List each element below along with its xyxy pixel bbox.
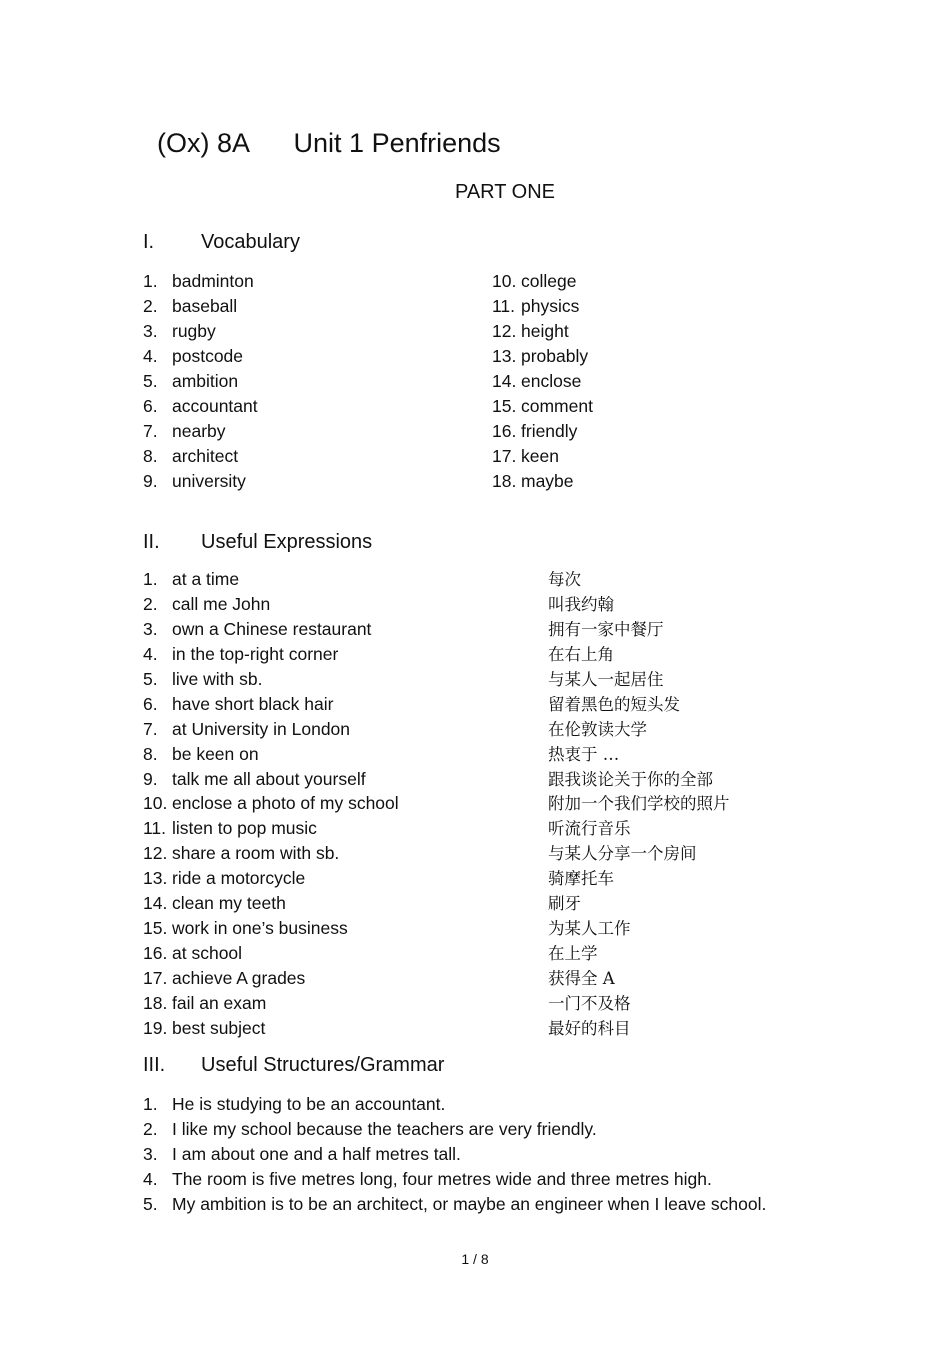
item-number: 4. bbox=[143, 643, 158, 664]
item-text: live with sb. bbox=[172, 668, 263, 689]
item-text: at school bbox=[172, 943, 243, 964]
item-text: comment bbox=[521, 395, 593, 416]
list-item bbox=[548, 966, 730, 991]
item-text: 每次 bbox=[548, 570, 581, 589]
section-title: Vocabulary bbox=[201, 231, 300, 253]
item-number: 10. bbox=[143, 793, 168, 814]
list-item bbox=[548, 717, 730, 742]
item-text: clean my teeth bbox=[172, 893, 286, 914]
list-item bbox=[143, 444, 258, 469]
list-item bbox=[143, 617, 399, 642]
item-number: 7. bbox=[143, 718, 158, 739]
list-item bbox=[143, 692, 399, 717]
item-text: physics bbox=[521, 295, 580, 316]
list-item bbox=[548, 841, 730, 866]
item-number: 13. bbox=[143, 868, 168, 889]
item-text: maybe bbox=[521, 470, 574, 491]
list-item bbox=[143, 1117, 766, 1142]
item-text: ride a motorcycle bbox=[172, 868, 306, 889]
item-number: 18. bbox=[143, 992, 168, 1013]
item-text: 最好的科目 bbox=[548, 1018, 631, 1038]
item-text: The room is five metres long, four metres wide and three metres high. bbox=[172, 1168, 712, 1189]
list-item bbox=[492, 294, 593, 319]
item-text: 在右上角 bbox=[548, 644, 614, 664]
part-heading: PART ONE bbox=[454, 181, 556, 203]
item-text: call me John bbox=[172, 593, 271, 614]
list-item bbox=[143, 269, 258, 294]
list-item bbox=[143, 841, 399, 866]
item-number: 17. bbox=[492, 445, 517, 466]
list-item bbox=[143, 966, 399, 991]
list-item bbox=[143, 667, 399, 692]
list-item bbox=[492, 369, 593, 394]
item-text: My ambition is to be an architect, or maybe an engineer when I leave school. bbox=[172, 1193, 767, 1214]
item-text: nearby bbox=[172, 420, 226, 441]
item-number: 2. bbox=[143, 295, 158, 316]
section-number: III. bbox=[143, 1054, 166, 1076]
item-text: share a room with sb. bbox=[172, 843, 340, 864]
item-number: 3. bbox=[143, 320, 158, 341]
item-text: talk me all about yourself bbox=[172, 768, 366, 789]
list-item bbox=[143, 1016, 399, 1041]
list-item bbox=[548, 891, 730, 916]
list-item bbox=[143, 567, 399, 592]
item-text: probably bbox=[521, 345, 589, 366]
item-text: I like my school because the teachers are very friendly. bbox=[172, 1118, 597, 1139]
item-text: friendly bbox=[521, 420, 578, 441]
item-text: baseball bbox=[172, 295, 238, 316]
list-item bbox=[548, 692, 730, 717]
item-number: 17. bbox=[143, 968, 168, 988]
list-item bbox=[548, 617, 730, 642]
list-item bbox=[143, 816, 399, 841]
list-item bbox=[143, 742, 399, 767]
vocabulary-heading bbox=[143, 231, 300, 254]
item-text: enclose a photo of my school bbox=[172, 793, 399, 814]
section-title: Useful Structures/Grammar bbox=[201, 1054, 445, 1076]
list-item bbox=[143, 369, 258, 394]
list-item bbox=[548, 742, 730, 767]
item-number: 5. bbox=[143, 1193, 158, 1214]
item-text: enclose bbox=[521, 370, 582, 391]
item-number: 5. bbox=[143, 370, 158, 391]
item-number: 4. bbox=[143, 345, 158, 366]
list-item bbox=[492, 319, 593, 344]
list-item bbox=[143, 642, 399, 667]
item-text: 留着黑色的短头发 bbox=[548, 694, 680, 714]
item-number: 16. bbox=[143, 943, 168, 964]
grammar-list bbox=[143, 1092, 766, 1217]
list-item bbox=[143, 592, 399, 617]
item-text: 获得全 A bbox=[548, 969, 615, 988]
list-item bbox=[143, 1192, 766, 1217]
item-number: 12. bbox=[143, 843, 168, 864]
item-text: in the top-right corner bbox=[172, 643, 339, 664]
list-item bbox=[548, 1016, 730, 1041]
item-number: 18. bbox=[492, 470, 517, 491]
item-text: own a Chinese restaurant bbox=[172, 618, 372, 639]
list-item bbox=[492, 344, 593, 369]
item-text: university bbox=[172, 470, 246, 491]
item-text: 拥有一家中餐厅 bbox=[548, 619, 664, 639]
item-text: accountant bbox=[172, 395, 258, 416]
item-number: 16. bbox=[492, 420, 517, 441]
item-number: 5. bbox=[143, 668, 158, 689]
item-text: at a time bbox=[172, 569, 240, 589]
page-title: (Ox) 8A Unit 1 Penfriends bbox=[157, 128, 501, 158]
item-text: 骑摩托车 bbox=[548, 869, 614, 889]
expressions-list-english bbox=[143, 567, 399, 1041]
list-item bbox=[143, 294, 258, 319]
item-number: 2. bbox=[143, 1118, 158, 1139]
list-item bbox=[143, 717, 399, 742]
item-text: He is studying to be an accountant. bbox=[172, 1094, 446, 1114]
list-item bbox=[548, 866, 730, 891]
item-number: 7. bbox=[143, 420, 158, 441]
list-item bbox=[143, 916, 399, 941]
item-number: 3. bbox=[143, 1143, 158, 1164]
item-text: rugby bbox=[172, 320, 216, 341]
list-item bbox=[548, 667, 730, 692]
list-item bbox=[492, 419, 593, 444]
list-item bbox=[492, 469, 593, 494]
item-text: height bbox=[521, 320, 569, 341]
item-text: listen to pop music bbox=[172, 818, 317, 839]
item-number: 6. bbox=[143, 693, 158, 714]
item-text: 在上学 bbox=[548, 944, 598, 964]
item-text: college bbox=[521, 271, 577, 291]
list-item bbox=[143, 941, 399, 966]
item-text: architect bbox=[172, 445, 239, 466]
item-number: 9. bbox=[143, 470, 158, 491]
item-number: 4. bbox=[143, 1168, 158, 1189]
section-title: Useful Expressions bbox=[201, 531, 373, 553]
item-number: 8. bbox=[143, 743, 158, 764]
section-number: II. bbox=[143, 531, 160, 553]
list-item bbox=[548, 941, 730, 966]
item-number: 2. bbox=[143, 593, 158, 614]
item-text: ambition bbox=[172, 370, 239, 391]
list-item bbox=[143, 319, 258, 344]
list-item bbox=[143, 394, 258, 419]
list-item bbox=[548, 816, 730, 841]
expressions-list-chinese bbox=[548, 567, 730, 1041]
expressions-heading bbox=[143, 531, 372, 554]
item-number: 13. bbox=[492, 345, 517, 366]
item-number: 1. bbox=[143, 271, 158, 291]
item-text: 为某人工作 bbox=[548, 919, 631, 939]
item-text: achieve A grades bbox=[172, 968, 306, 988]
list-item bbox=[143, 991, 399, 1016]
item-text: 刷牙 bbox=[548, 894, 581, 914]
list-item bbox=[492, 444, 593, 469]
item-text: 附加一个我们学校的照片 bbox=[548, 794, 730, 814]
list-item bbox=[143, 891, 399, 916]
item-text: 与某人分享一个房间 bbox=[548, 844, 697, 864]
item-text: 热衷于 … bbox=[548, 744, 620, 764]
item-number: 19. bbox=[143, 1017, 168, 1038]
item-number: 15. bbox=[143, 918, 168, 939]
item-number: 15. bbox=[492, 395, 517, 416]
list-item bbox=[548, 791, 730, 816]
item-text: be keen on bbox=[172, 743, 259, 764]
item-number: 1. bbox=[143, 569, 158, 589]
page-number: 1 / 8 bbox=[461, 1251, 489, 1267]
item-number: 14. bbox=[143, 893, 168, 914]
item-text: keen bbox=[521, 445, 559, 466]
item-number: 11. bbox=[143, 818, 167, 839]
list-item bbox=[492, 269, 593, 294]
item-text: 一门不及格 bbox=[548, 993, 631, 1013]
list-item bbox=[492, 394, 593, 419]
list-item bbox=[143, 866, 399, 891]
item-number: 6. bbox=[143, 395, 158, 416]
vocabulary-list-left bbox=[143, 269, 258, 493]
section-number: I. bbox=[143, 231, 155, 253]
list-item bbox=[143, 1142, 766, 1167]
list-item bbox=[548, 916, 730, 941]
item-number: 8. bbox=[143, 445, 158, 466]
item-text: 听流行音乐 bbox=[548, 819, 631, 839]
item-text: 跟我谈论关于你的全部 bbox=[548, 769, 713, 789]
list-item bbox=[548, 767, 730, 792]
item-text: work in one’s business bbox=[172, 918, 348, 939]
list-item bbox=[143, 419, 258, 444]
list-item bbox=[548, 567, 730, 592]
list-item bbox=[548, 592, 730, 617]
item-text: at University in London bbox=[172, 718, 351, 739]
list-item bbox=[548, 991, 730, 1016]
item-text: postcode bbox=[172, 345, 244, 366]
item-text: 叫我约翰 bbox=[548, 594, 614, 614]
list-item bbox=[143, 344, 258, 369]
list-item bbox=[143, 767, 399, 792]
item-number: 9. bbox=[143, 768, 158, 789]
item-number: 12. bbox=[492, 320, 517, 341]
list-item bbox=[548, 642, 730, 667]
list-item bbox=[143, 1167, 766, 1192]
vocabulary-list-right bbox=[492, 269, 593, 493]
grammar-heading bbox=[143, 1054, 444, 1077]
item-text: 在伦敦读大学 bbox=[548, 719, 647, 739]
item-number: 3. bbox=[143, 618, 158, 639]
item-number: 11. bbox=[492, 295, 516, 316]
item-text: I am about one and a half metres tall. bbox=[172, 1143, 461, 1164]
item-number: 1. bbox=[143, 1094, 158, 1114]
list-item bbox=[143, 469, 258, 494]
item-text: best subject bbox=[172, 1017, 266, 1038]
item-text: have short black hair bbox=[172, 693, 334, 714]
item-text: 与某人一起居住 bbox=[548, 669, 664, 689]
item-number: 14. bbox=[492, 370, 517, 391]
item-number: 10. bbox=[492, 271, 517, 291]
item-text: badminton bbox=[172, 271, 254, 291]
list-item bbox=[143, 791, 399, 816]
list-item bbox=[143, 1092, 766, 1117]
item-text: fail an exam bbox=[172, 992, 267, 1013]
